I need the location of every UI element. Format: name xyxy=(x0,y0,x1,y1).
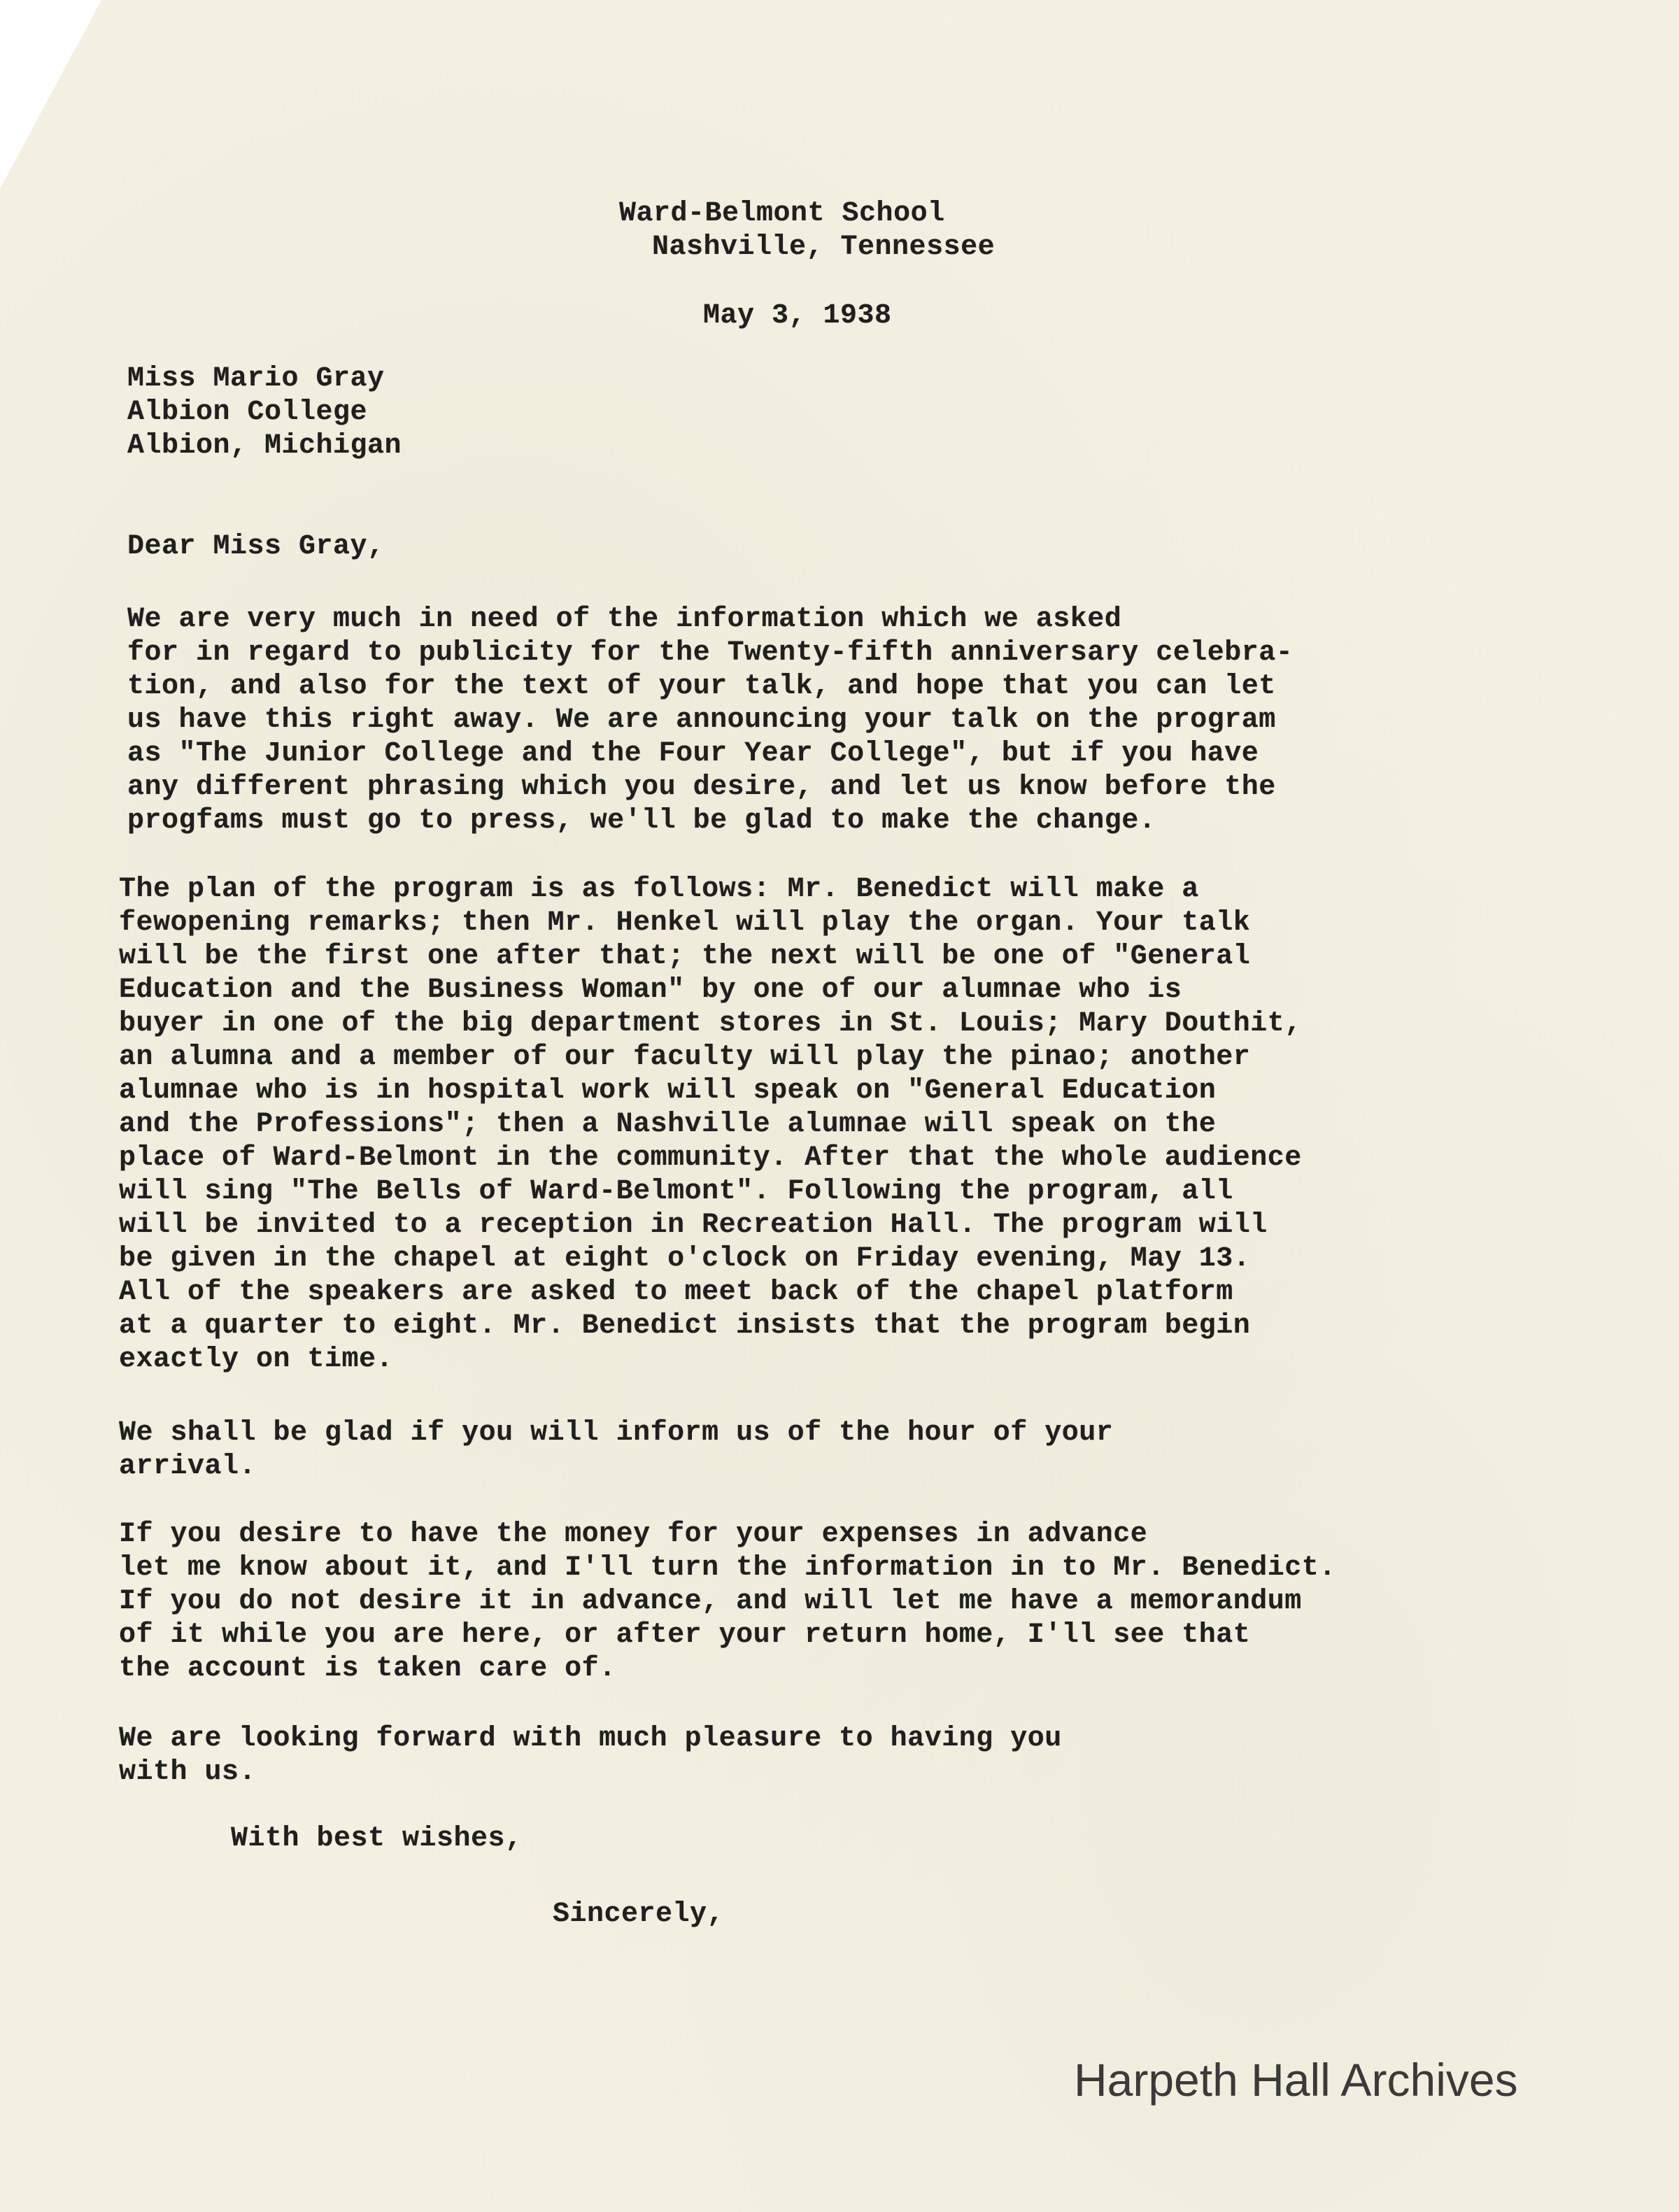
paragraph-line: will be the first one after that; the next will be one of "General xyxy=(119,941,1251,972)
paragraph-line: be given in the chapel at eight o'clock on Friday evening, May 13. xyxy=(119,1243,1251,1275)
recipient-institution: Albion College xyxy=(127,397,368,428)
paragraph-2 xyxy=(119,873,1302,1377)
paragraph-line: as "The Junior College and the Four Year College", but if you have xyxy=(127,738,1259,770)
paragraph-line: exactly on time. xyxy=(119,1344,394,1375)
paragraph-line: We are looking forward with much pleasure to having you xyxy=(119,1723,1062,1754)
paragraph-4 xyxy=(119,1518,1336,1686)
paragraph-line: an alumna and a member of our faculty will play the pinao; another xyxy=(119,1042,1251,1073)
paragraph-5 xyxy=(119,1722,1062,1789)
recipient-city: Albion, Michigan xyxy=(127,430,402,462)
torn-corner xyxy=(0,0,101,189)
closing: With best wishes, xyxy=(231,1823,523,1855)
paragraph-line: let me know about it, and I'll turn the information in to Mr. Benedict. xyxy=(119,1552,1336,1584)
letter-date: May 3, 1938 xyxy=(703,300,892,332)
paragraph-line: All of the speakers are asked to meet back of the chapel platform xyxy=(119,1277,1233,1308)
paragraph-line: us have this right away. We are announcing your talk on the program xyxy=(127,704,1276,736)
paragraph-line: buyer in one of the big department stores in St. Louis; Mary Douthit, xyxy=(119,1008,1302,1040)
paragraph-line: for in regard to publicity for the Twenty-fifth anniversary celebra- xyxy=(127,637,1294,669)
paragraph-line: alumnae who is in hospital work will speak on "General Education xyxy=(119,1075,1217,1107)
paragraph-line: place of Ward-Belmont in the community. After that the whole audience xyxy=(119,1142,1302,1174)
salutation: Dear Miss Gray, xyxy=(127,531,385,562)
letterhead-city: Nashville, Tennessee xyxy=(652,232,996,263)
letterhead-school: Ward-Belmont School xyxy=(619,198,945,229)
paragraph-3 xyxy=(119,1417,1113,1484)
paragraph-line: We are very much in need of the information which we asked xyxy=(127,604,1122,635)
paragraph-line: progfams must go to press, we'll be glad to make the change. xyxy=(127,805,1156,837)
paragraph-line: If you desire to have the money for your expenses in advance xyxy=(119,1519,1148,1550)
paragraph-line: Education and the Business Woman" by one of our alumnae who is xyxy=(119,974,1182,1006)
paragraph-1 xyxy=(127,603,1293,838)
paragraph-line: at a quarter to eight. Mr. Benedict insists that the program begin xyxy=(119,1310,1251,1342)
signoff: Sincerely, xyxy=(553,1899,725,1930)
paragraph-line: If you do not desire it in advance, and will let me have a memorandum xyxy=(119,1586,1302,1617)
paragraph-line: of it while you are here, or after your return home, I'll see that xyxy=(119,1619,1251,1651)
paragraph-line: with us. xyxy=(119,1757,257,1788)
paragraph-line: will sing "The Bells of Ward-Belmont". Following the program, all xyxy=(119,1176,1233,1207)
paragraph-line: and the Professions"; then a Nashville alumnae will speak on the xyxy=(119,1109,1217,1140)
paragraph-line: the account is taken care of. xyxy=(119,1653,616,1685)
paragraph-line: The plan of the program is as follows: Mr. Benedict will make a xyxy=(119,874,1199,905)
paragraph-line: arrival. xyxy=(119,1451,257,1482)
paragraph-line: tion, and also for the text of your talk, and hope that you can let xyxy=(127,671,1276,702)
recipient-name: Miss Mario Gray xyxy=(127,363,385,395)
paragraph-line: fewopening remarks; then Mr. Henkel will play the organ. Your talk xyxy=(119,907,1251,939)
paragraph-line: will be invited to a reception in Recreation Hall. The program will xyxy=(119,1210,1268,1241)
paragraph-line: any different phrasing which you desire, and let us know before the xyxy=(127,772,1276,803)
paragraph-line: We shall be glad if you will inform us of the hour of your xyxy=(119,1417,1114,1449)
archive-watermark: Harpeth Hall Archives xyxy=(1074,2054,1518,2106)
